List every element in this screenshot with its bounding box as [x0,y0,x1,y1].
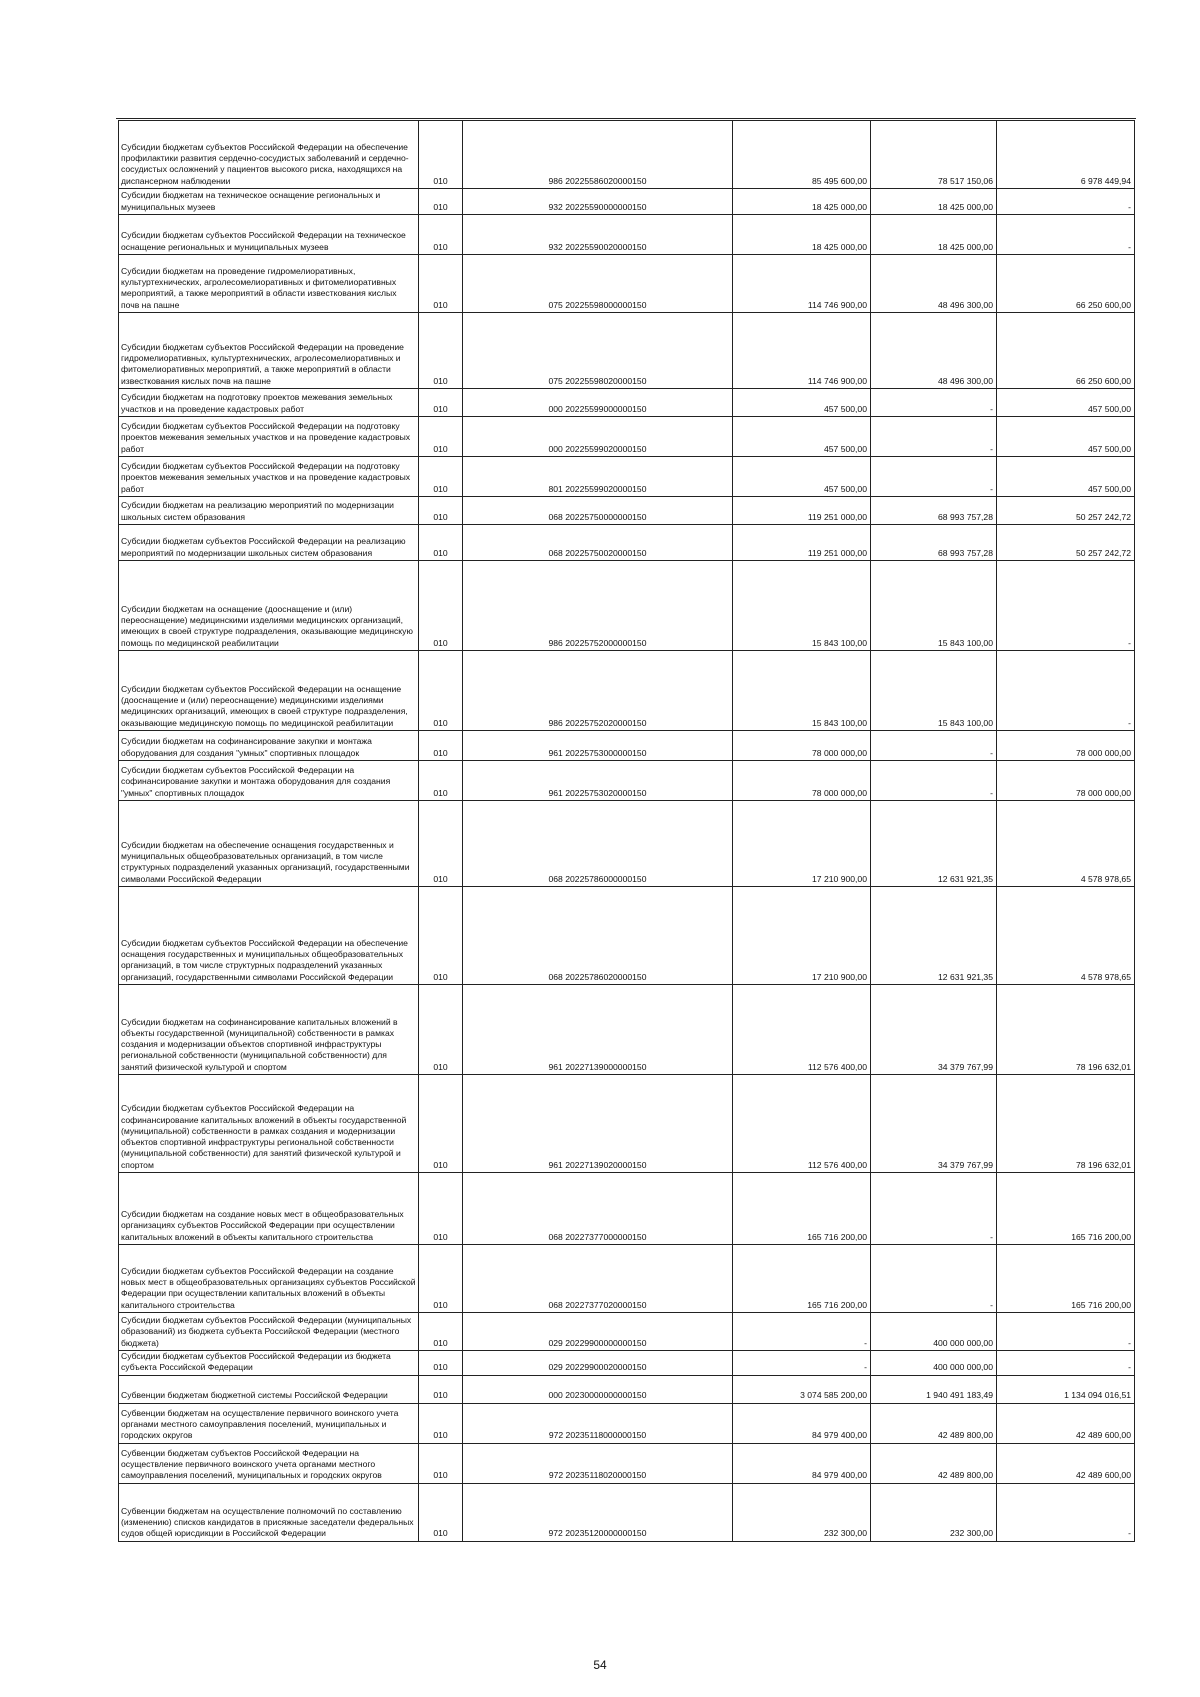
row-name: Субсидии бюджетам субъектов Российской Федерации на подготовку проектов межевания земельных участков и на проведение кадастровых работ [119,457,419,497]
budget-table [118,120,1135,1542]
top-rule [116,118,1136,119]
table-row [119,215,1135,255]
row-approved: 78 000 000,00 [733,731,871,761]
row-approved: - [733,1313,871,1351]
row-executed: 12 631 921,35 [871,801,997,887]
row-kbk: 961 20225753020000150 [463,761,733,801]
row-name: Субсидии бюджетам субъектов Российской Федерации на оснащение (дооснащение и (или) переоснащение) медицинскими изделиями медицинских организаций, имеющих в своей структуре подразделения, оказывающие медицинскую помощь по медицинской реабилитации [119,651,419,731]
row-kbk: 068 20225786020000150 [463,887,733,985]
row-remaining: 42 489 600,00 [997,1403,1135,1443]
row-remaining: - [997,1313,1135,1351]
row-name: Субсидии бюджетам субъектов Российской Федерации на обеспечение профилактики развития сердечно-сосудистых заболеваний и сердечно-сосудистых осложнений у пациентов высокого риска, находящихся на диспансерном наблюдении [119,121,419,189]
row-kbk: 000 20230000000000150 [463,1375,733,1403]
row-executed: 34 379 767,99 [871,985,997,1075]
row-executed: 15 843 100,00 [871,651,997,731]
row-executed: 48 496 300,00 [871,313,997,389]
row-name: Субсидии бюджетам субъектов Российской Федерации на софинансирование капитальных вложений в объекты государственной (муниципальной) собственности в рамках создания и модернизации объектов спортивной инфраструктуры региональной собственности (муниципальной собственности) для занятий физической культурой и спортом [119,1075,419,1173]
table-row [119,457,1135,497]
row-kbk: 068 20227377020000150 [463,1245,733,1313]
table-row [119,255,1135,313]
row-approved: - [733,1351,871,1376]
row-name: Субвенции бюджетам бюджетной системы Российской Федерации [119,1375,419,1403]
row-code: 010 [419,1245,463,1313]
row-remaining: 1 134 094 016,51 [997,1375,1135,1403]
row-remaining: - [997,215,1135,255]
row-kbk: 068 20225750000000150 [463,497,733,525]
row-code: 010 [419,417,463,457]
row-code: 010 [419,1483,463,1541]
row-kbk: 029 20229900000000150 [463,1313,733,1351]
row-code: 010 [419,801,463,887]
row-code: 010 [419,1075,463,1173]
table-row [119,1375,1135,1403]
row-kbk: 972 20235118000000150 [463,1403,733,1443]
row-executed: 34 379 767,99 [871,1075,997,1173]
row-executed: 12 631 921,35 [871,887,997,985]
table-row [119,1483,1135,1541]
row-executed: 400 000 000,00 [871,1351,997,1376]
row-remaining: - [997,1483,1135,1541]
row-executed: - [871,389,997,417]
row-name: Субсидии бюджетам субъектов Российской Федерации на техническое оснащение региональных и муниципальных музеев [119,215,419,255]
row-remaining: - [997,189,1135,215]
row-remaining: - [997,1351,1135,1376]
row-code: 010 [419,1443,463,1483]
row-code: 010 [419,215,463,255]
row-name: Субвенции бюджетам на осуществление полномочий по составлению (изменению) списков кандидатов в присяжные заседатели федеральных судов общей юрисдикции в Российской Федерации [119,1483,419,1541]
row-approved: 114 746 900,00 [733,313,871,389]
row-kbk: 986 20225752020000150 [463,651,733,731]
row-remaining: 457 500,00 [997,417,1135,457]
row-executed: - [871,1245,997,1313]
row-approved: 112 576 400,00 [733,985,871,1075]
row-approved: 119 251 000,00 [733,525,871,561]
table-row [119,985,1135,1075]
table-row [119,1351,1135,1376]
row-kbk: 986 20225752000000150 [463,561,733,651]
table-body [119,121,1135,1542]
row-remaining: 457 500,00 [997,389,1135,417]
row-remaining: 165 716 200,00 [997,1245,1135,1313]
row-name: Субсидии бюджетам на софинансирование закупки и монтажа оборудования для создания "умных" спортивных площадок [119,731,419,761]
row-approved: 84 979 400,00 [733,1443,871,1483]
row-remaining: 4 578 978,65 [997,887,1135,985]
row-approved: 165 716 200,00 [733,1245,871,1313]
report-table-sheet [118,120,1134,1542]
row-remaining: 50 257 242,72 [997,497,1135,525]
row-code: 010 [419,255,463,313]
row-kbk: 029 20229900020000150 [463,1351,733,1376]
row-code: 010 [419,651,463,731]
row-executed: 78 517 150,06 [871,121,997,189]
row-executed: 232 300,00 [871,1483,997,1541]
row-remaining: 4 578 978,65 [997,801,1135,887]
row-approved: 84 979 400,00 [733,1403,871,1443]
table-row [119,801,1135,887]
row-name: Субсидии бюджетам субъектов Российской Федерации на реализацию мероприятий по модернизации школьных систем образования [119,525,419,561]
row-executed: 18 425 000,00 [871,215,997,255]
row-executed: 48 496 300,00 [871,255,997,313]
row-code: 010 [419,1403,463,1443]
row-executed: 68 993 757,28 [871,497,997,525]
row-executed: - [871,761,997,801]
table-row [119,1245,1135,1313]
row-remaining: 50 257 242,72 [997,525,1135,561]
row-remaining: - [997,651,1135,731]
row-approved: 17 210 900,00 [733,801,871,887]
row-kbk: 068 20225786000000150 [463,801,733,887]
row-remaining: 457 500,00 [997,457,1135,497]
row-executed: 400 000 000,00 [871,1313,997,1351]
table-row [119,731,1135,761]
table-row [119,651,1135,731]
row-approved: 3 074 585 200,00 [733,1375,871,1403]
row-name: Субсидии бюджетам на реализацию мероприятий по модернизации школьных систем образования [119,497,419,525]
row-kbk: 000 20225599020000150 [463,417,733,457]
row-name: Субсидии бюджетам субъектов Российской Федерации на софинансирование закупки и монтажа оборудования для создания "умных" спортивных площадок [119,761,419,801]
row-name: Субсидии бюджетам на оснащение (дооснащение и (или) переоснащение) медицинскими изделиями медицинских организаций, имеющих в своей структуре подразделения, оказывающие медицинскую помощь по медицинской реабилитации [119,561,419,651]
row-kbk: 972 20235118020000150 [463,1443,733,1483]
row-name: Субсидии бюджетам на софинансирование капитальных вложений в объекты государственной (муниципальной) собственности в рамках создания и модернизации объектов спортивной инфраструктуры региональной собственности (муниципальной собственности) для занятий физической культурой и спортом [119,985,419,1075]
row-kbk: 972 20235120000000150 [463,1483,733,1541]
row-code: 010 [419,1351,463,1376]
row-kbk: 801 20225599020000150 [463,457,733,497]
row-code: 010 [419,457,463,497]
row-executed: 1 940 491 183,49 [871,1375,997,1403]
table-row [119,761,1135,801]
row-name: Субсидии бюджетам субъектов Российской Федерации на создание новых мест в общеобразовательных организациях субъектов Российской Федерации при осуществлении капитальных вложений в объекты капитального строительства [119,1245,419,1313]
row-code: 010 [419,189,463,215]
row-name: Субсидии бюджетам субъектов Российской Федерации на обеспечение оснащения государственных и муниципальных общеобразовательных организаций, в том числе структурных подразделений указанных организаций, государственными символами Российской Федерации [119,887,419,985]
row-kbk: 068 20227377000000150 [463,1173,733,1245]
row-remaining: - [997,561,1135,651]
row-remaining: 66 250 600,00 [997,255,1135,313]
row-code: 010 [419,1375,463,1403]
row-kbk: 986 20225586020000150 [463,121,733,189]
row-code: 010 [419,497,463,525]
row-remaining: 165 716 200,00 [997,1173,1135,1245]
table-row [119,561,1135,651]
table-row [119,1313,1135,1351]
row-code: 010 [419,525,463,561]
row-remaining: 66 250 600,00 [997,313,1135,389]
row-name: Субвенции бюджетам на осуществление первичного воинского учета органами местного самоуправления поселений, муниципальных и городских округов [119,1403,419,1443]
row-name: Субсидии бюджетам на обеспечение оснащения государственных и муниципальных общеобразовательных организаций, в том числе структурных подразделений указанных организаций, государственными символами Российской Федерации [119,801,419,887]
row-kbk: 932 20225590020000150 [463,215,733,255]
row-approved: 457 500,00 [733,389,871,417]
table-row [119,1443,1135,1483]
row-code: 010 [419,1173,463,1245]
row-approved: 15 843 100,00 [733,651,871,731]
row-remaining: 78 196 632,01 [997,1075,1135,1173]
row-code: 010 [419,561,463,651]
row-remaining: 78 000 000,00 [997,761,1135,801]
table-row [119,313,1135,389]
row-code: 010 [419,121,463,189]
row-remaining: 6 978 449,94 [997,121,1135,189]
row-approved: 15 843 100,00 [733,561,871,651]
row-name: Субсидии бюджетам субъектов Российской Федерации из бюджета субъекта Российской Федерации [119,1351,419,1376]
row-code: 010 [419,985,463,1075]
table-row [119,1075,1135,1173]
row-executed: - [871,457,997,497]
row-approved: 18 425 000,00 [733,215,871,255]
row-executed: - [871,731,997,761]
row-name: Субвенции бюджетам субъектов Российской Федерации на осуществление первичного воинского учета органами местного самоуправления поселений, муниципальных и городских округов [119,1443,419,1483]
row-code: 010 [419,761,463,801]
row-kbk: 961 20225753000000150 [463,731,733,761]
row-approved: 85 495 600,00 [733,121,871,189]
row-executed: - [871,1173,997,1245]
row-remaining: 78 000 000,00 [997,731,1135,761]
row-name: Субсидии бюджетам субъектов Российской Федерации на проведение гидромелиоративных, культуртехнических, агролесомелиоративных и фитомелиоративных мероприятий, а также мероприятий в области известкования кислых почв на пашне [119,313,419,389]
row-name: Субсидии бюджетам субъектов Российской Федерации на подготовку проектов межевания земельных участков и на проведение кадастровых работ [119,417,419,457]
row-executed: 42 489 800,00 [871,1403,997,1443]
row-approved: 114 746 900,00 [733,255,871,313]
row-name: Субсидии бюджетам субъектов Российской Федерации (муниципальных образований) из бюджета субъекта Российской Федерации (местного бюджета) [119,1313,419,1351]
page-number: 54 [593,1658,607,1672]
table-row [119,417,1135,457]
row-approved: 232 300,00 [733,1483,871,1541]
row-kbk: 932 20225590000000150 [463,189,733,215]
row-approved: 165 716 200,00 [733,1173,871,1245]
row-approved: 457 500,00 [733,457,871,497]
table-row [119,1403,1135,1443]
row-code: 010 [419,1313,463,1351]
row-code: 010 [419,731,463,761]
table-row [119,121,1135,189]
row-approved: 78 000 000,00 [733,761,871,801]
row-executed: 18 425 000,00 [871,189,997,215]
row-kbk: 075 20225598020000150 [463,313,733,389]
row-kbk: 961 20227139020000150 [463,1075,733,1173]
row-kbk: 075 20225598000000150 [463,255,733,313]
table-row [119,887,1135,985]
row-name: Субсидии бюджетам на проведение гидромелиоративных, культуртехнических, агролесомелиоративных и фитомелиоративных мероприятий, а также мероприятий в области известкования кислых почв на пашне [119,255,419,313]
row-code: 010 [419,389,463,417]
row-code: 010 [419,313,463,389]
row-remaining: 78 196 632,01 [997,985,1135,1075]
table-row [119,189,1135,215]
row-executed: 68 993 757,28 [871,525,997,561]
row-approved: 112 576 400,00 [733,1075,871,1173]
row-kbk: 961 20227139000000150 [463,985,733,1075]
row-name: Субсидии бюджетам на подготовку проектов межевания земельных участков и на проведение кадастровых работ [119,389,419,417]
row-remaining: 42 489 600,00 [997,1443,1135,1483]
row-name: Субсидии бюджетам на создание новых мест в общеобразовательных организациях субъектов Российской Федерации при осуществлении капитальных вложений в объекты капитального строительства [119,1173,419,1245]
row-kbk: 068 20225750020000150 [463,525,733,561]
row-approved: 457 500,00 [733,417,871,457]
table-row [119,497,1135,525]
row-executed: 15 843 100,00 [871,561,997,651]
row-code: 010 [419,887,463,985]
row-approved: 18 425 000,00 [733,189,871,215]
row-approved: 119 251 000,00 [733,497,871,525]
table-row [119,389,1135,417]
row-name: Субсидии бюджетам на техническое оснащение региональных и муниципальных музеев [119,189,419,215]
row-executed: - [871,417,997,457]
row-kbk: 000 20225599000000150 [463,389,733,417]
row-approved: 17 210 900,00 [733,887,871,985]
row-executed: 42 489 800,00 [871,1443,997,1483]
table-row [119,525,1135,561]
table-row [119,1173,1135,1245]
